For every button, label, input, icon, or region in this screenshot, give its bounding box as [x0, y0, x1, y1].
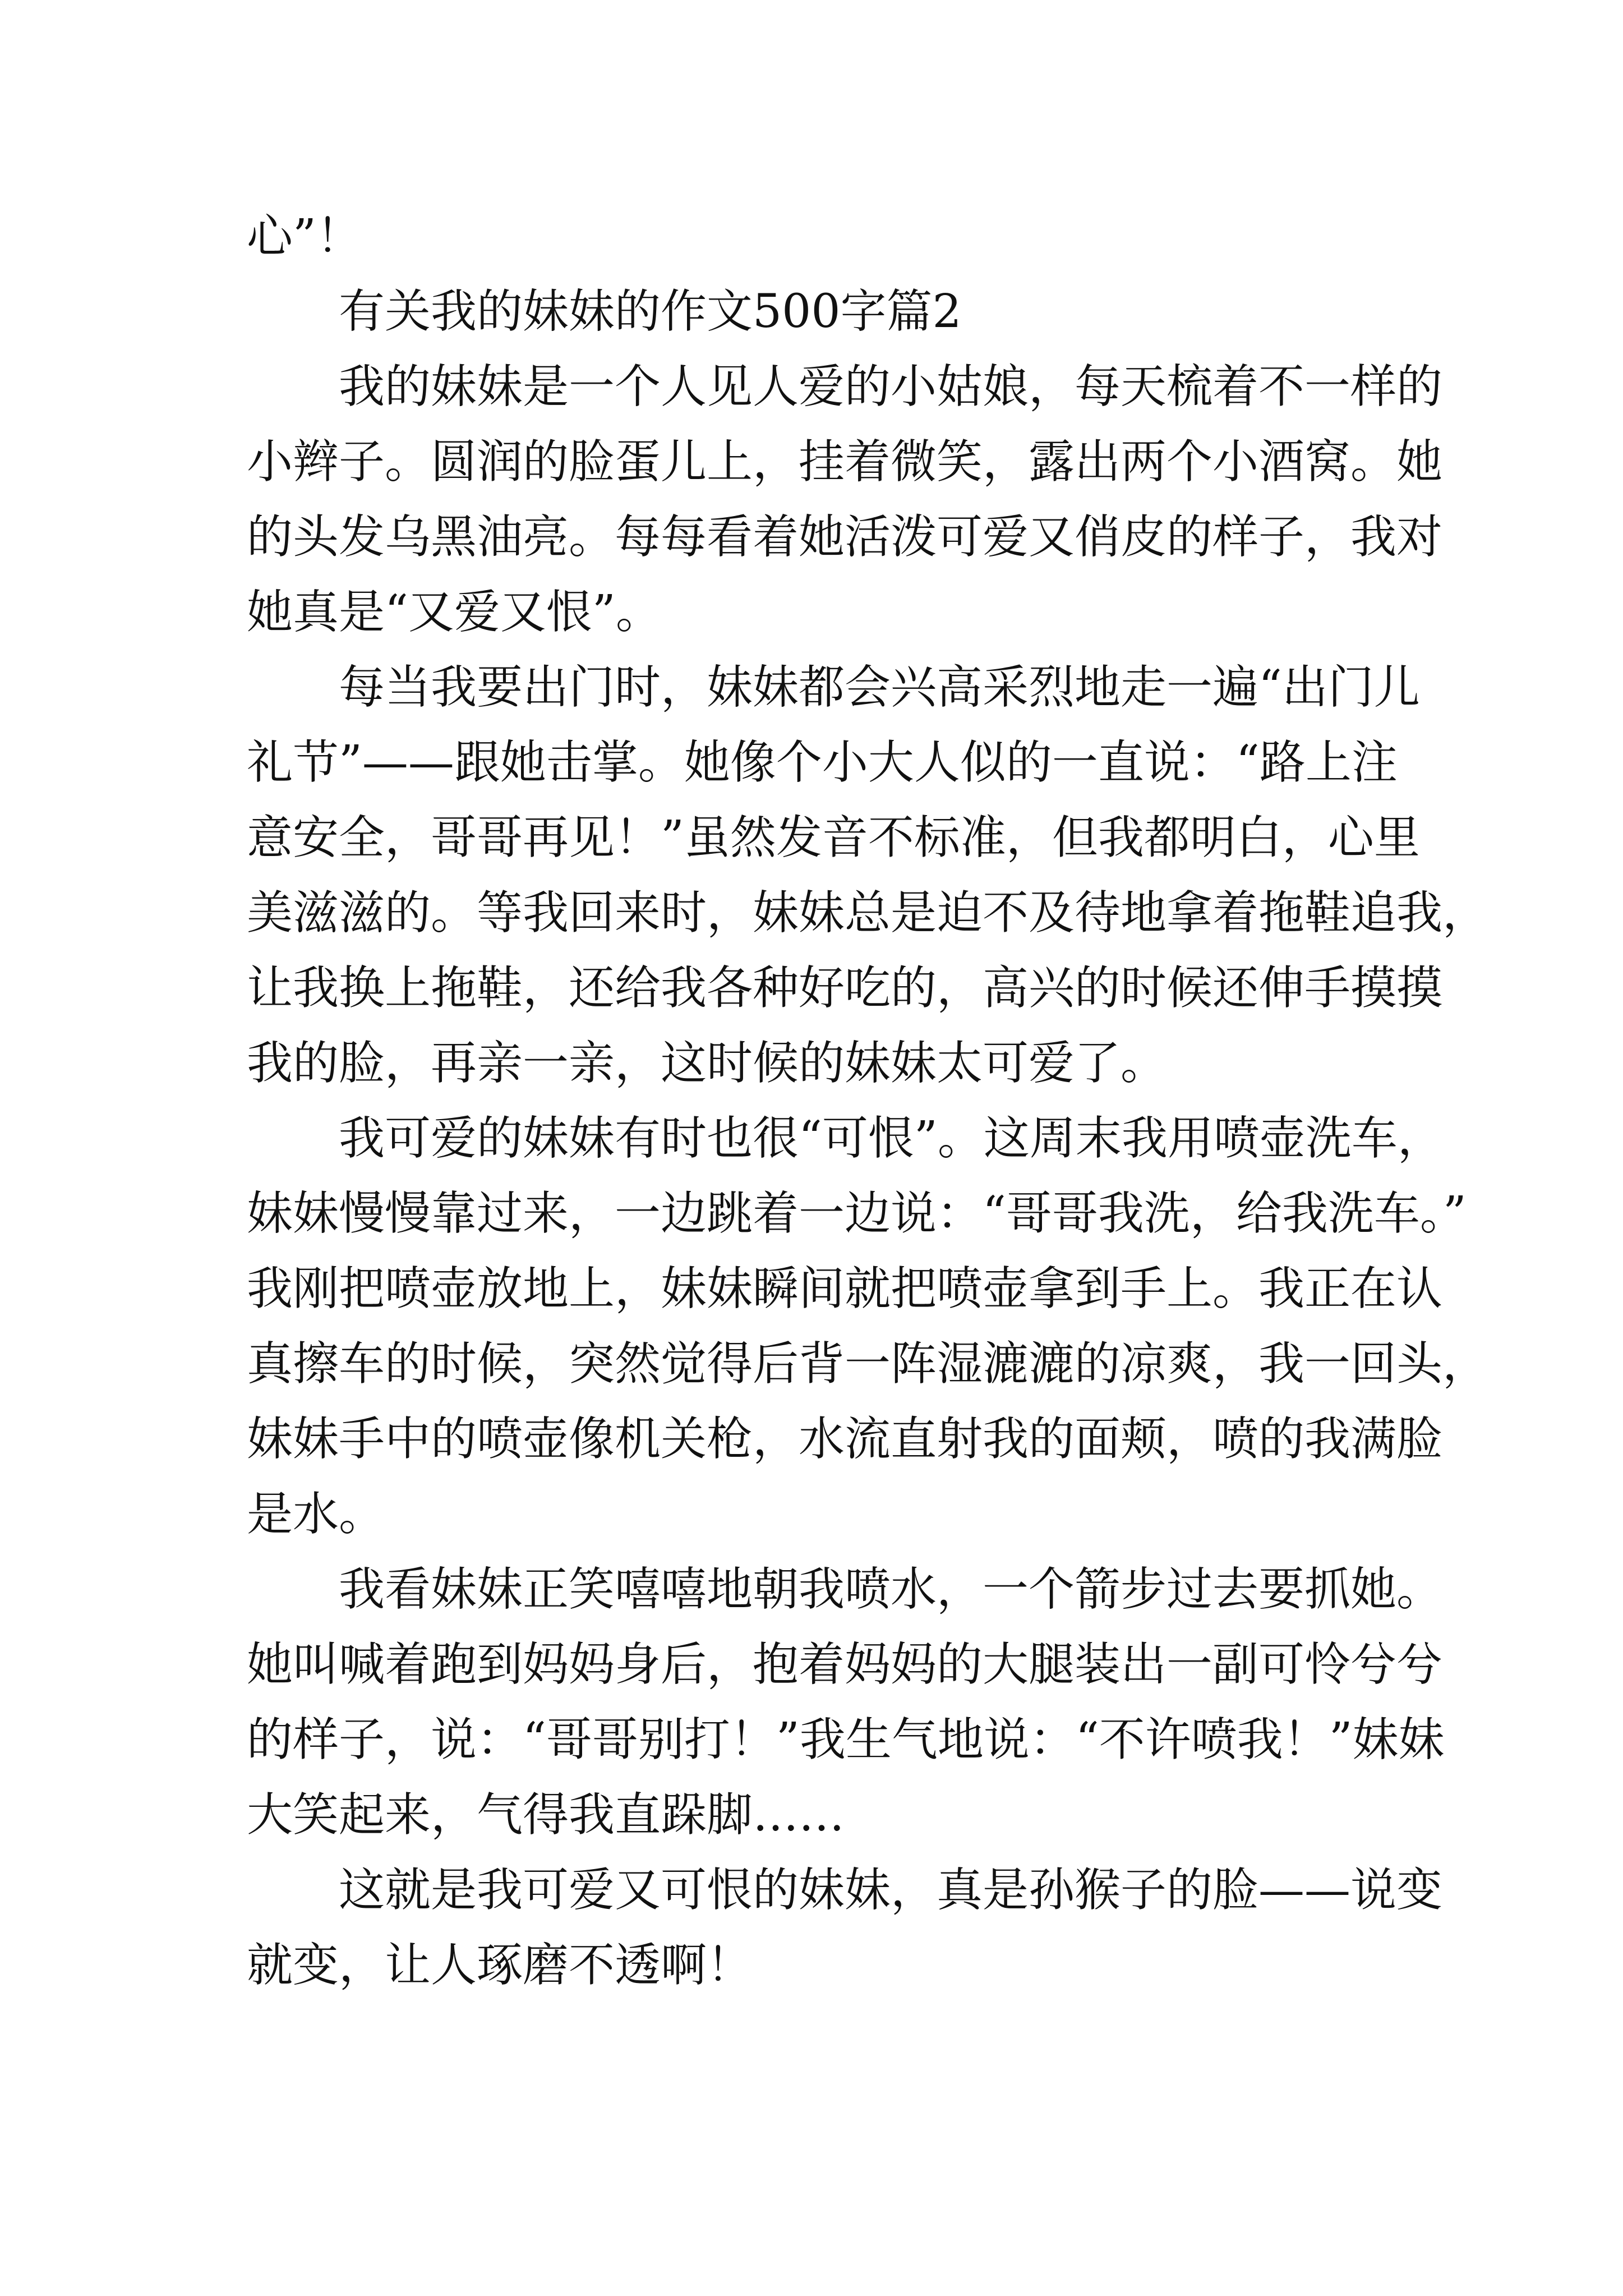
paragraph-line: 是水。: [247, 1488, 385, 1541]
paragraph-line: 我刚把喷壶放地上，妹妹瞬间就把喷壶拿到手上。我正在认: [247, 1262, 1443, 1315]
paragraph-line: 意安全，哥哥再见！”虽然发音不标准，但我都明白，心里: [247, 811, 1420, 864]
paragraph-line: 我看妹妹正笑嘻嘻地朝我喷水，一个箭步过去要抓她。: [339, 1563, 1443, 1616]
paragraph-line: 真擦车的时候，突然觉得后背一阵湿漉漉的凉爽，我一回头，: [247, 1337, 1489, 1391]
paragraph-line: 我可爱的妹妹有时也很“可恨”。这周末我用喷壶洗车，: [339, 1112, 1444, 1165]
paragraph-line: 礼节”——跟她击掌。她像个小大人似的一直说：“路上注: [247, 736, 1398, 789]
paragraph-line: 她叫喊着跑到妈妈身后，抱着妈妈的大腿装出一副可怜兮兮: [247, 1638, 1443, 1691]
paragraph-line: 每当我要出门时，妹妹都会兴高采烈地走一遍“出门儿: [339, 661, 1420, 714]
paragraph-line: 美滋滋的。等我回来时，妹妹总是迫不及待地拿着拖鞋追我，: [247, 886, 1489, 940]
section-heading: 有关我的妹妹的作文500字篇2: [339, 285, 962, 338]
paragraph-line: 我的妹妹是一个人见人爱的小姑娘，每天梳着不一样的: [339, 360, 1443, 413]
text-line: 心”！: [247, 210, 362, 263]
paragraph-line: 大笑起来，气得我直跺脚……: [247, 1788, 845, 1842]
paragraph-line: 我的脸，再亲一亲，这时候的妹妹太可爱了。: [247, 1037, 1167, 1090]
paragraph-line: 的样子，说：“哥哥别打！”我生气地说：“不许喷我！”妹妹: [247, 1713, 1445, 1766]
paragraph-line: 她真是“又爱又恨”。: [247, 586, 662, 639]
paragraph-line: 小辫子。圆润的脸蛋儿上，挂着微笑，露出两个小酒窝。她: [247, 435, 1443, 489]
paragraph-line: 这就是我可爱又可恨的妹妹，真是孙猴子的脸——说变: [339, 1864, 1443, 1917]
paragraph-line: 妹妹慢慢靠过来，一边跳着一边说：“哥哥我洗，给我洗车。”: [247, 1187, 1467, 1240]
document-body: [247, 199, 1489, 2003]
paragraph-line: 的头发乌黑油亮。每每看着她活泼可爱又俏皮的样子，我对: [247, 510, 1443, 564]
paragraph-line: 就变，让人琢磨不透啊！: [247, 1939, 753, 1992]
paragraph-line: 让我换上拖鞋，还给我各种好吃的，高兴的时候还伸手摸摸: [247, 961, 1443, 1015]
paragraph-line: 妹妹手中的喷壶像机关枪，水流直射我的面颊，喷的我满脸: [247, 1412, 1443, 1466]
